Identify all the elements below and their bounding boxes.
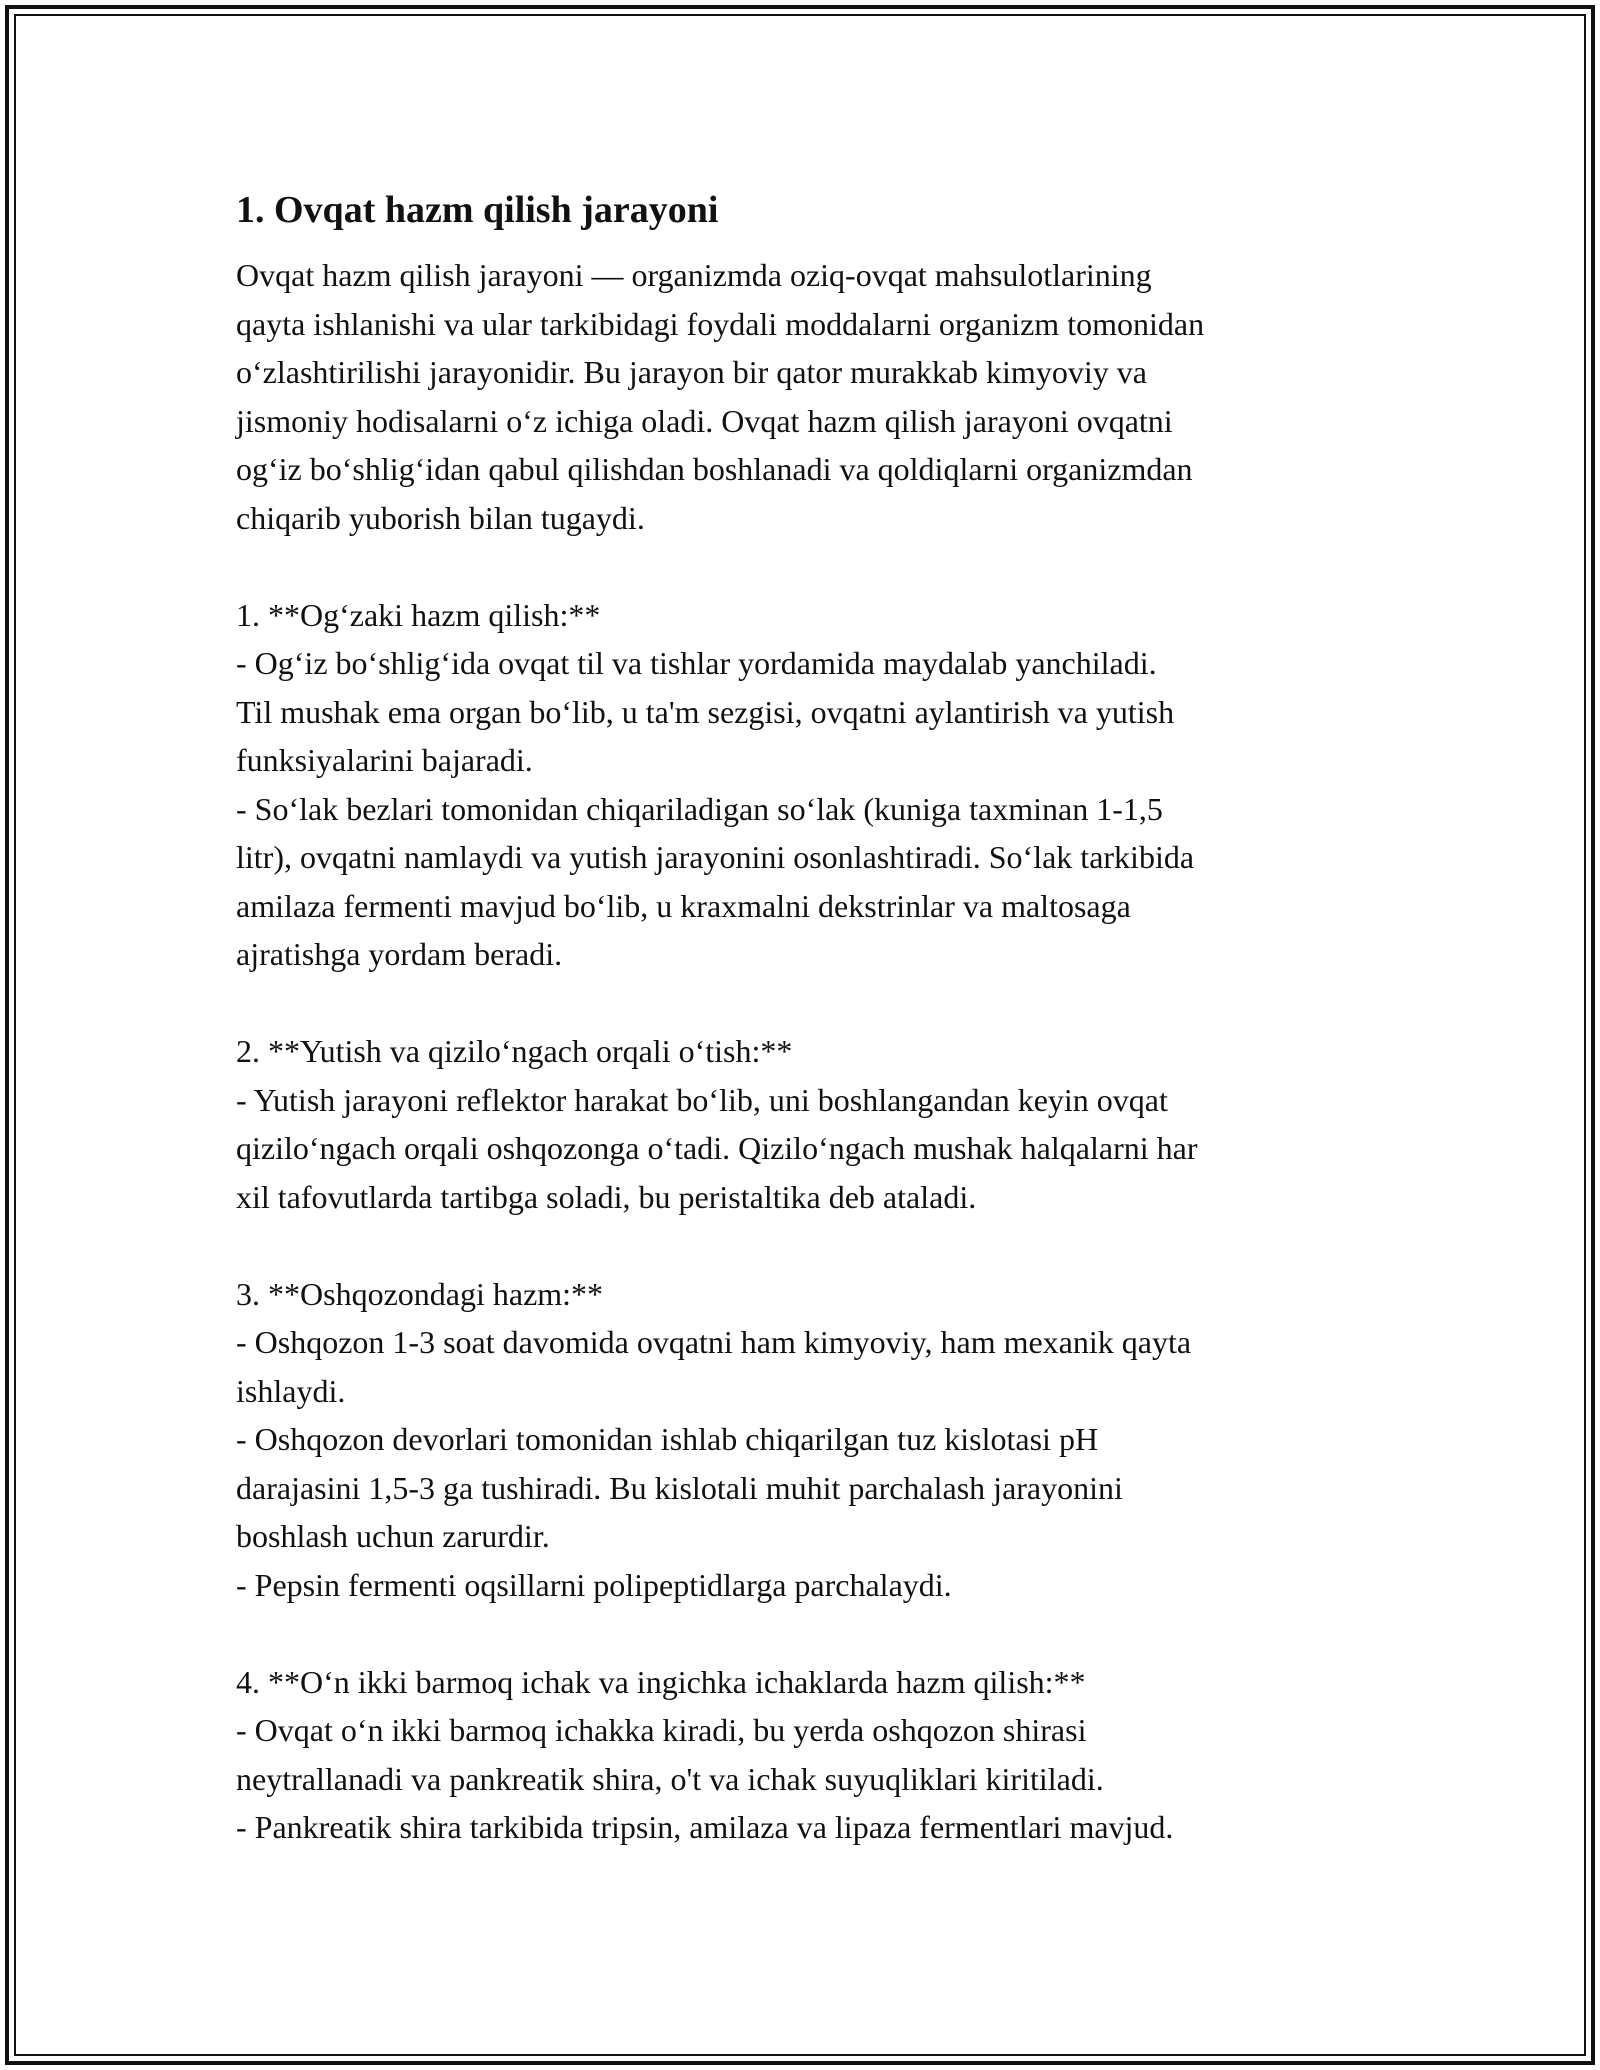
section-swallowing [236,1027,1376,1221]
section-stomach-digestion [236,1270,1376,1610]
section-heading: 1. **Og‘zaki hazm qilish:** [236,596,601,633]
section-body: - Yutish jarayoni reflektor harakat bo‘lib, uni boshlangandan keyin ovqat qizilo‘ngach orqali oshqozonga o‘tadi. Qizilo‘ngach mushak halqalarni har xil tafovutlarda tartibga soladi, bu peristaltika deb ataladi. [236,1081,1198,1215]
section-list [236,591,1376,1852]
section-body: - Ovqat o‘n ikki barmoq ichakka kiradi, bu yerda oshqozon shirasi neytrallanadi va pankreatik shira, o't va ichak suyuqliklari kiritiladi. - Pankreatik shira tarkibida tripsin, amilaza va lipaza fermentlari mavjud. [236,1712,1174,1845]
section-body: - Oshqozon 1-3 soat davomida ovqatni ham kimyoviy, ham mexanik qayta ishlaydi. - Oshqozon devorlari tomonidan ishlab chiqarilgan tuz kislotasi pH darajasini 1,5-3 ga tushiradi. Bu kislotali muhit parchalash jarayonini boshlash uchun zarurdir. - Pepsin fermenti oqsillarni polipeptidlarga parchalaydi. [236,1324,1192,1603]
section-heading: 2. **Yutish va qizilo‘ngach orqali o‘tish:** [236,1033,793,1069]
section-intestinal-digestion [236,1658,1376,1852]
document-body [236,185,1376,1900]
section-heading: 4. **O‘n ikki barmoq ichak va ingichka ichaklarda hazm qilish:** [236,1663,1086,1700]
section-heading: 3. **Oshqozondagi hazm:** [236,1275,604,1312]
section-oral-digestion [236,591,1376,979]
intro-paragraph: Ovqat hazm qilish jarayoni — organizmda oziq-ovqat mahsulotlarining qayta ishlanishi va ular tarkibidagi foydali moddalarni organizm tomonidan o‘zlashtirilishi jarayonidir. Bu jarayon bir qator murakkab kimyoviy va jismoniy hodisalarni o‘z ichiga oladi. Ovqat hazm qilish jarayoni ovqatni og‘iz bo‘shlig‘idan qabul qilishdan boshlanadi va qoldiqlarni organizmdan chiqarib yuborish bilan tugaydi. [236,257,1205,536]
section-body: - Og‘iz bo‘shlig‘ida ovqat til va tishlar yordamida maydalab yanchiladi. Til mushak ema organ bo‘lib, u ta'm sezgisi, ovqatni aylantirish va yutish funksiyalarini bajaradi. - So‘lak bezlari tomonidan chiqariladigan so‘lak (kuniga taxminan 1-1,5 litr), ovqatni namlaydi va yutish jarayonini osonlashtiradi. So‘lak tarkibida amilaza fermenti mavjud bo‘lib, u kraxmalni dekstrinlar va maltosaga ajratishga yordam beradi. [236,645,1195,972]
document-title: 1. Ovqat hazm qilish jarayoni [236,189,719,231]
